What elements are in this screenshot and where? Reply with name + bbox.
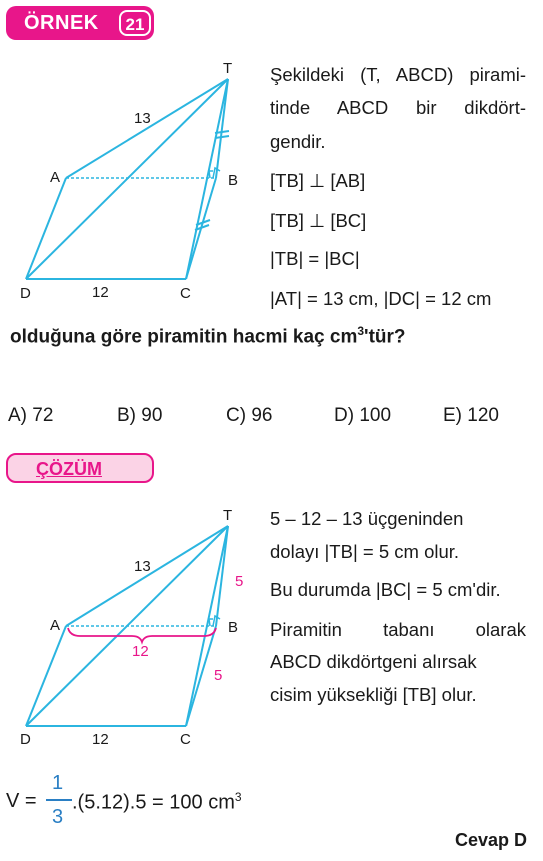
problem-line-1: Şekildeki (T, ABCD) pirami-: [270, 64, 526, 85]
sol-measure-dc: 12: [92, 731, 109, 748]
solution-line-2: dolayı |TB| = 5 cm olur.: [270, 541, 460, 562]
option-b[interactable]: B) 90: [117, 405, 163, 426]
solution-line-6: cisim yüksekliği [TB] olur.: [270, 684, 477, 705]
example-label: ÖRNEK: [24, 12, 99, 34]
problem-line-6: |TB| = |BC|: [270, 248, 360, 269]
sol-label-d: D: [20, 731, 31, 748]
formula-numerator: 1: [52, 772, 64, 794]
measure-dc: 12: [92, 284, 109, 301]
formula-prefix: V =: [6, 790, 37, 812]
label-d: D: [20, 285, 31, 302]
question-post: 'tür?: [364, 326, 406, 348]
sol-measure-tb: 5: [235, 573, 244, 590]
label-a: A: [50, 169, 61, 186]
solution-line-1: 5 – 12 – 13 üçgeninden: [270, 508, 464, 529]
solution-line-4: Piramitin tabanı olarak: [270, 619, 526, 640]
option-d[interactable]: D) 100: [334, 405, 392, 426]
sol-measure-ab: 12: [132, 643, 149, 660]
question-text: [10, 324, 406, 348]
problem-line-2: tinde ABCD bir dikdört-: [270, 97, 526, 118]
problem-line-4: [TB] ⊥ [AB]: [270, 170, 366, 191]
solution-line-5: ABCD dikdörtgeni alırsak: [270, 651, 477, 672]
formula-sup: 3: [234, 790, 242, 804]
problem-line-3: gendir.: [270, 131, 326, 152]
sol-measure-bc: 5: [214, 667, 223, 684]
label-c: C: [180, 285, 191, 302]
label-b: B: [228, 172, 239, 189]
problem-line-7: |AT| = 13 cm, |DC| = 12 cm: [270, 288, 492, 309]
solution-pyramid-figure: [0, 500, 270, 755]
solution-line-3: Bu durumda |BC| = 5 cm'dir.: [270, 579, 501, 600]
sol-label-b: B: [228, 619, 239, 636]
example-number: 21: [119, 10, 151, 36]
formula-suffix-text: .(5.12).5 = 100 cm: [72, 791, 235, 814]
sol-label-c: C: [180, 731, 191, 748]
problem-line-5: [TB] ⊥ [BC]: [270, 210, 367, 231]
example-badge: [6, 6, 154, 40]
sol-label-t: T: [223, 507, 233, 524]
option-e[interactable]: E) 120: [443, 405, 499, 426]
question-pre: olduğuna göre piramitin hacmi kaç cm: [10, 326, 358, 348]
sol-label-a: A: [50, 617, 61, 634]
formula-suffix: [72, 790, 242, 815]
option-c[interactable]: C) 96: [226, 405, 273, 426]
problem-pyramid-figure: [0, 55, 270, 305]
question-sup: 3: [357, 324, 365, 338]
fraction-bar: [46, 799, 72, 801]
sol-measure-at: 13: [134, 558, 151, 575]
label-t: T: [223, 60, 233, 77]
option-a[interactable]: A) 72: [8, 405, 54, 426]
solution-label: ÇÖZÜM: [36, 459, 102, 479]
formula-denominator: 3: [52, 806, 64, 828]
solution-badge: [6, 453, 154, 483]
measure-at: 13: [134, 110, 151, 127]
answer-label: Cevap D: [454, 830, 527, 850]
